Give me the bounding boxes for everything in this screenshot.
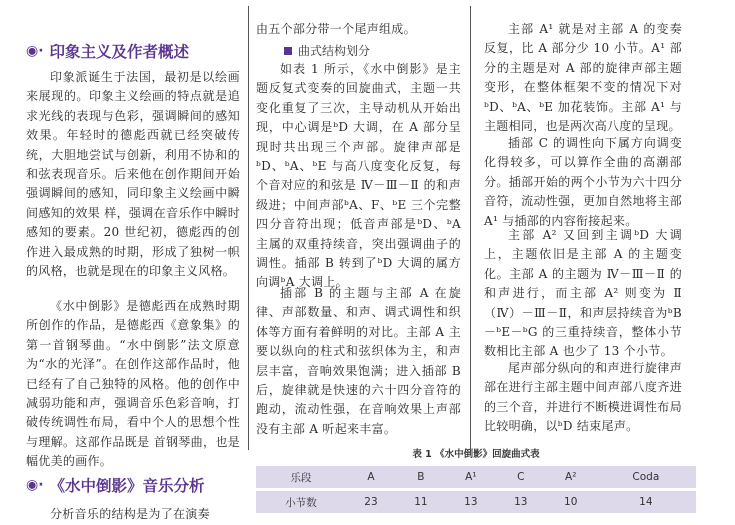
table-cell: A¹ xyxy=(446,466,496,488)
paragraph: 如表 1 所示，《水中倒影》是主题反复式变奏的回旋曲式，主题一共变化重复了三次，主导动机从开始出现，中心调是ᵇD 大调，在 A 部分呈现时共出现三个声部。旋律声部是ᵇD、ᵇA、ᵇE 与高八度变化反复，每个音对应的和弦是 Ⅳ－Ⅲ－Ⅱ 的和声级进；中间声部ᵇA、F、ᵇE 三个完整四分音符出现；低音声部是ᵇD、ᵇA 主属的双重持续音，突出强调曲子的调性。插部 B 转到了ᵇD 大调的属方向调ᵇA 大调上。 xyxy=(256,62,461,290)
subheading-text: 曲式结构划分 xyxy=(298,44,371,58)
table-cell: 13 xyxy=(446,491,496,513)
heading-text: 印象主义及作者概述 xyxy=(49,43,190,61)
table-cell: 23 xyxy=(346,491,396,513)
table-cell: 13 xyxy=(496,491,546,513)
table-cell: Coda xyxy=(596,466,696,488)
table-cell: A xyxy=(346,466,396,488)
target-bullet-icon: ◉· xyxy=(26,477,44,493)
paragraph: 由五个部分带一个尾声组成。 xyxy=(256,22,416,36)
table-cell: 11 xyxy=(396,491,446,513)
square-bullet-icon xyxy=(284,47,292,55)
table-cell: B xyxy=(396,466,446,488)
paragraph: 主部 A¹ 就是对主部 A 的变奏反复，比 A 部分少 10 小节。A¹ 部分的主题是对 A 部的旋律声部主题变形，在整体框架不变的情况下对ᵇD、ᵇA、ᵇE 加花装饰。主部 A¹ 与主题相同，也是两次高八度的呈现。 xyxy=(484,22,682,134)
column-divider-1 xyxy=(248,6,249,450)
table-cell: C xyxy=(496,466,546,488)
paragraph: 主部 A² 又回到主调ᵇD 大调上，主题依旧是主部 A 的主题变化。主部 A 的主题为 Ⅳ－Ⅲ－Ⅱ 的和声进行，而主部 A² 则变为 Ⅱ（Ⅳ）－Ⅲ－Ⅱ，和声层持续音为ᵇB－ᵇE－ᵇG 的三重持续音，整体小节数相比主部 A 也少了 13 个小节。 xyxy=(484,228,682,359)
target-bullet-icon: ◉· xyxy=(26,43,44,59)
heading-text: 《水中倒影》音乐分析 xyxy=(49,477,205,495)
section-heading-impressionism xyxy=(26,40,240,62)
table-caption: 表 1 《水中倒影》回旋曲式表 xyxy=(412,449,540,460)
paragraph: 插部 B 的主题与主部 A 在旋律、声部数量、和声、调式调性和织体等方面有着鲜明的对比。主部 A 主要以纵向的柱式和弦织体为主，和声层丰富，音响效果饱满；进入插部 B 后，旋律就是快速的六十四分音符的跑动，流动性强，在音响效果上声部没有主部 A 听起来丰富。 xyxy=(256,286,461,436)
paragraph: 插部 C 的调性向下属方向调变化得较多，可以算作全曲的高潮部分。插部开始的两个小节为六十四分音符，流动性强，更加自然地将主部 A¹ 与插部的内容衔接起来。 xyxy=(484,136,682,228)
section-heading-analysis xyxy=(26,474,240,496)
table-cell: 14 xyxy=(596,491,696,513)
table-cell: A² xyxy=(546,466,596,488)
column-divider-2 xyxy=(470,6,471,450)
paragraph: 《水中倒影》是德彪西在成熟时期所创作的作品，是德彪西《意象集》的第一首钢琴曲。“水中倒影”法文原意为“水的光泽”。在创作这部作品时，他已经有了自己独特的风格。他的创作中减弱功能和声，强调音乐色彩音响，打破传统调性布局，看中个人的思想个性与理解。这部作品既是 首钢琴曲，也是 幅优美的画作。 xyxy=(26,299,240,469)
paragraph: 尾声部分纵向的和声进行旋律声部在进行主部主题中间声部八度齐进的三个音，并进行不断模进调性布局比较明确，以ᵇD 结束尾声。 xyxy=(484,361,682,434)
table-cell: 小节数 xyxy=(256,491,346,513)
paragraph: 分析音乐的结构是为了在演奏 xyxy=(50,507,210,521)
paragraph: 印象派诞生于法国，最初是以绘画来展现的。印象主义绘画的特点就是追求光线的表现与色彩，强调瞬间的感知效果。年轻时的德彪西就已经突破传统，大胆地尝试与创新，利用不协和的和弦表现音乐。后来他在创作期间开始强调瞬间的感知，同印象主义绘画中瞬间感知的效果 样，强调在音乐作中瞬时感知的要素。20 世纪初，德彪西的创作进入最成熟的时期，形成了独树一帜的风格，也就是现在的印象主义风格。 xyxy=(26,70,240,279)
table-cell: 乐段 xyxy=(256,466,346,488)
rondo-form-table xyxy=(256,463,696,516)
subheading xyxy=(284,42,370,59)
table-row xyxy=(256,491,696,513)
table-cell: 10 xyxy=(546,491,596,513)
table-row xyxy=(256,466,696,488)
column-left xyxy=(26,0,240,525)
